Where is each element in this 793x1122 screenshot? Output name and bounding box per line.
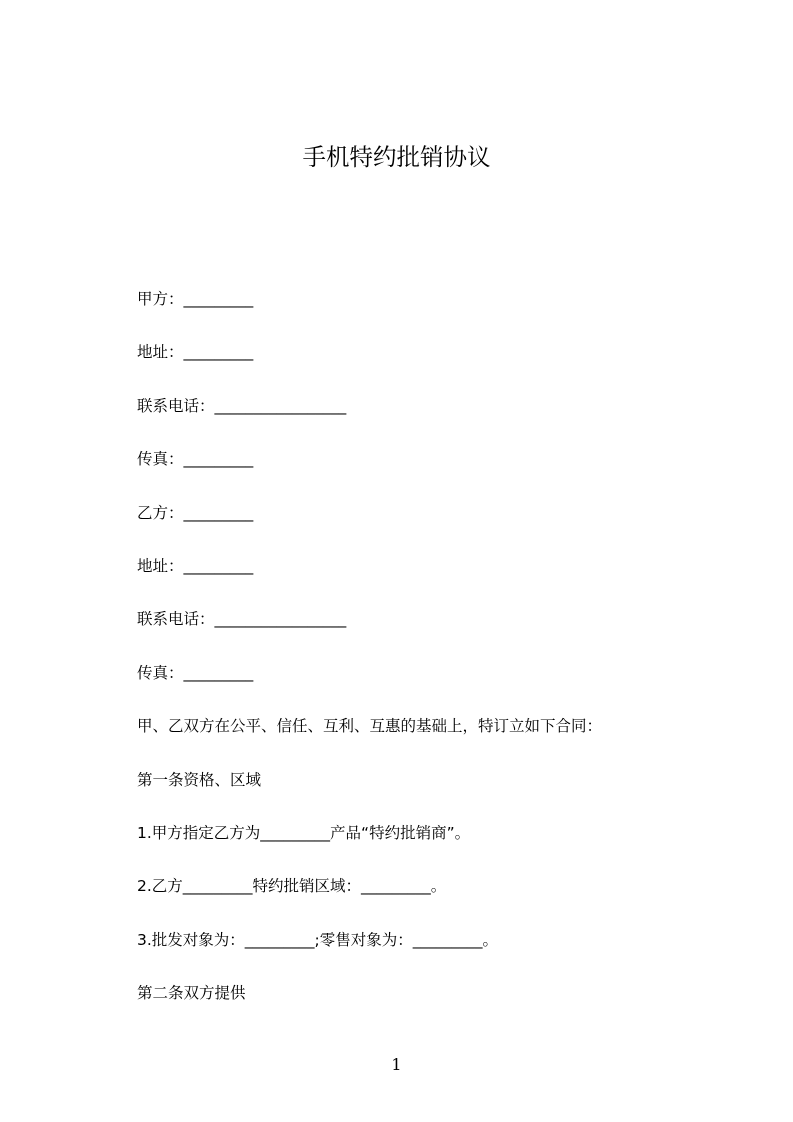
party-b-address-line: 地址：_________ (137, 556, 254, 575)
article-2-heading: 第二条双方提供 (137, 984, 246, 1003)
party-a-address-line: 地址：_________ (137, 343, 254, 362)
clause-1-1: 1.甲方指定乙方为_________产品“特约批销商”。 (137, 823, 471, 842)
party-b-fax-line: 传真：_________ (137, 663, 254, 682)
page-number: 1 (391, 1055, 402, 1074)
party-a-line: 甲方：_________ (137, 290, 254, 308)
party-a-phone-line: 联系电话：_________________ (137, 396, 347, 415)
document-body (137, 273, 737, 1020)
clause-1-2: 2.乙方_________特约批销区域：_________。 (137, 877, 447, 896)
party-a-fax-line: 传真：_________ (137, 450, 254, 469)
document-title: 手机特约批销协议 (302, 143, 491, 171)
party-b-line: 乙方：_________ (137, 503, 254, 522)
article-1-heading: 第一条资格、区域 (137, 770, 262, 789)
clause-1-3: 3.批发对象为：_________;零售对象为：_________。 (137, 930, 499, 949)
party-b-phone-line: 联系电话：_________________ (137, 610, 347, 629)
preamble-paragraph: 甲、乙双方在公平、信任、互利、互惠的基础上，特订立如下合同： (137, 717, 603, 736)
